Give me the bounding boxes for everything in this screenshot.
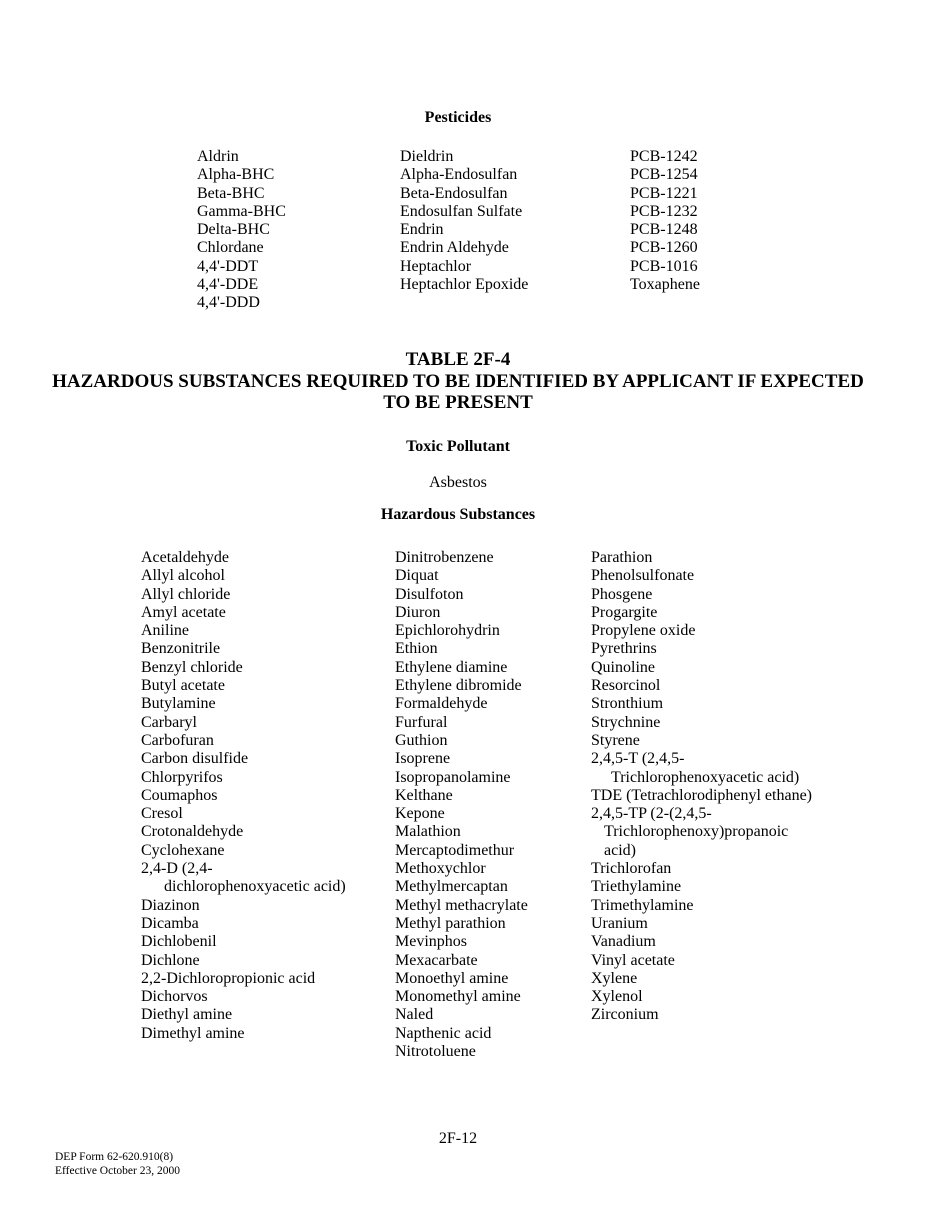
list-item: PCB-1248 xyxy=(630,221,698,239)
list-item: Zirconium xyxy=(591,1006,659,1024)
form-identifier xyxy=(55,1151,180,1178)
list-item: Beta-Endosulfan xyxy=(400,184,508,202)
list-item: Mevinphos xyxy=(395,933,467,951)
toxic-pollutant-heading: Toxic Pollutant xyxy=(406,438,510,455)
list-item: Acetaldehyde xyxy=(141,549,229,566)
list-item: Guthion xyxy=(395,731,448,749)
list-item: Trimethylamine xyxy=(591,896,694,914)
list-item: 4,4'-DDE xyxy=(197,276,259,294)
list-item: Alpha-Endosulfan xyxy=(400,166,518,184)
list-item: Strychnine xyxy=(591,713,661,731)
list-item: Dinitrobenzene xyxy=(395,549,494,566)
list-item: Methyl methacrylate xyxy=(395,896,528,914)
list-item: Trichlorofan xyxy=(591,860,672,878)
list-item: acid) xyxy=(604,841,636,859)
list-item: PCB-1221 xyxy=(630,184,698,202)
list-item: Parathion xyxy=(591,549,653,566)
list-item: Dimethyl amine xyxy=(141,1024,245,1042)
list-item: Uranium xyxy=(591,914,648,932)
list-item: Delta-BHC xyxy=(197,221,270,239)
list-item: Monomethyl amine xyxy=(395,988,521,1006)
list-item: Disulfoton xyxy=(395,585,464,603)
list-item: Beta-BHC xyxy=(197,184,265,202)
list-item: PCB-1232 xyxy=(630,202,698,220)
list-item: Cresol xyxy=(141,805,183,823)
list-item: Aniline xyxy=(141,622,189,640)
list-item: Trichlorophenoxyacetic acid) xyxy=(611,768,800,786)
list-item: Coumaphos xyxy=(141,786,218,804)
list-item: Phosgene xyxy=(591,585,653,603)
list-item: Endosulfan Sulfate xyxy=(400,202,523,220)
pesticides-column-2 xyxy=(400,148,528,294)
list-item: Xylene xyxy=(591,969,638,987)
list-item: Dichlobenil xyxy=(141,933,217,951)
list-item: Benzyl chloride xyxy=(141,658,243,676)
list-item: Endrin Aldehyde xyxy=(400,239,509,257)
list-item: Toxaphene xyxy=(630,276,700,294)
list-item: dichlorophenoxyacetic acid) xyxy=(164,878,346,896)
list-item: Trichlorophenoxy)propanoic xyxy=(604,823,789,841)
list-item: Chlordane xyxy=(197,239,264,257)
list-item: PCB-1242 xyxy=(630,148,698,165)
list-item: Stronthium xyxy=(591,695,664,713)
list-item: Ethion xyxy=(395,640,438,658)
list-item: 2,4,5-TP (2-(2,4,5- xyxy=(591,805,712,823)
list-item: Diuron xyxy=(395,603,441,621)
list-item: Cyclohexane xyxy=(141,841,225,859)
list-item: Vinyl acetate xyxy=(591,951,675,969)
list-item: Benzonitrile xyxy=(141,640,221,658)
list-item: Pyrethrins xyxy=(591,640,657,658)
list-item: TDE (Tetrachlorodiphenyl ethane) xyxy=(591,786,813,804)
list-item: Isoprene xyxy=(395,750,451,768)
list-item: Diethyl amine xyxy=(141,1006,233,1024)
list-item: Dicamba xyxy=(141,914,199,932)
table-title xyxy=(0,349,916,414)
list-item: Phenolsulfonate xyxy=(591,567,695,585)
list-item: Quinoline xyxy=(591,658,655,676)
list-item: Carbofuran xyxy=(141,731,214,749)
list-item: Malathion xyxy=(395,823,461,841)
list-item: Crotonaldehyde xyxy=(141,823,244,841)
list-item: Gamma-BHC xyxy=(197,202,286,220)
list-item: Epichlorohydrin xyxy=(395,622,500,640)
list-item: PCB-1016 xyxy=(630,257,698,275)
hazardous-column-3 xyxy=(591,549,812,1025)
list-item: 4,4'-DDD xyxy=(197,294,260,312)
page-number: 2F-12 xyxy=(438,1130,478,1147)
list-item: Kepone xyxy=(395,805,445,823)
form-effective-date-line: Effective October 23, 2000 xyxy=(55,1164,180,1177)
list-item: Resorcinol xyxy=(591,677,661,695)
list-item: Ethylene diamine xyxy=(395,658,508,676)
pesticides-heading: Pesticides xyxy=(424,109,492,126)
list-item: Diazinon xyxy=(141,896,200,914)
list-item: Butyl acetate xyxy=(141,677,225,695)
table-title-line3: TO BE PRESENT xyxy=(383,392,533,413)
list-item: Xylenol xyxy=(591,988,643,1006)
list-item: Diquat xyxy=(395,567,439,585)
list-item: Aldrin xyxy=(197,148,239,165)
list-item: Methoxychlor xyxy=(395,860,486,878)
list-item: Progargite xyxy=(591,603,658,621)
form-id-line: DEP Form 62-620.910(8) xyxy=(55,1151,174,1163)
list-item: Methyl parathion xyxy=(395,914,506,932)
list-item: Dieldrin xyxy=(400,148,454,165)
list-item: Allyl alcohol xyxy=(141,567,225,585)
list-item: Chlorpyrifos xyxy=(141,768,223,786)
list-item: Formaldehyde xyxy=(395,695,488,713)
hazardous-column-1 xyxy=(141,549,346,1043)
hazardous-substances-heading: Hazardous Substances xyxy=(380,506,536,523)
pesticides-column-3 xyxy=(630,148,700,294)
list-item: Carbaryl xyxy=(141,713,197,731)
list-item: Propylene oxide xyxy=(591,622,696,640)
list-item: Allyl chloride xyxy=(141,585,231,603)
list-item: Carbon disulfide xyxy=(141,750,249,768)
list-item: Amyl acetate xyxy=(141,603,226,621)
list-item: Isopropanolamine xyxy=(395,768,511,786)
list-item: Vanadium xyxy=(591,933,656,951)
table-title-line1: TABLE 2F-4 xyxy=(405,349,511,370)
pesticides-column-1 xyxy=(197,148,286,313)
list-item: Furfural xyxy=(395,713,448,731)
list-item: Dichlone xyxy=(141,951,200,969)
list-item: 4,4'-DDT xyxy=(197,257,259,275)
list-item: Endrin xyxy=(400,221,444,239)
list-item: 2,4,5-T (2,4,5- xyxy=(591,750,685,768)
list-item: Ethylene dibromide xyxy=(395,677,522,695)
list-item: Triethylamine xyxy=(591,878,682,896)
list-item: Napthenic acid xyxy=(395,1024,492,1042)
list-item: Dichorvos xyxy=(141,988,208,1006)
list-item: Naled xyxy=(395,1006,434,1024)
list-item: Styrene xyxy=(591,731,640,749)
list-item: Kelthane xyxy=(395,786,453,804)
list-item: Mercaptodimethur xyxy=(395,841,515,859)
list-item: Heptachlor Epoxide xyxy=(400,276,529,294)
list-item: Nitrotoluene xyxy=(395,1043,476,1061)
list-item: Alpha-BHC xyxy=(197,166,275,184)
list-item: 2,2-Dichloropropionic acid xyxy=(141,969,316,987)
list-item: Butylamine xyxy=(141,695,216,713)
list-item: Methylmercaptan xyxy=(395,878,508,896)
list-item: Mexacarbate xyxy=(395,951,478,969)
list-item: 2,4-D (2,4- xyxy=(141,860,213,878)
table-title-line2: HAZARDOUS SUBSTANCES REQUIRED TO BE IDENTIFIED BY APPLICANT IF EXPECTED xyxy=(52,370,864,392)
list-item: PCB-1254 xyxy=(630,166,698,184)
toxic-pollutant-item: Asbestos xyxy=(429,474,487,491)
list-item: PCB-1260 xyxy=(630,239,698,257)
list-item: Heptachlor xyxy=(400,257,472,275)
hazardous-column-2 xyxy=(395,549,528,1061)
list-item: Monoethyl amine xyxy=(395,969,509,987)
